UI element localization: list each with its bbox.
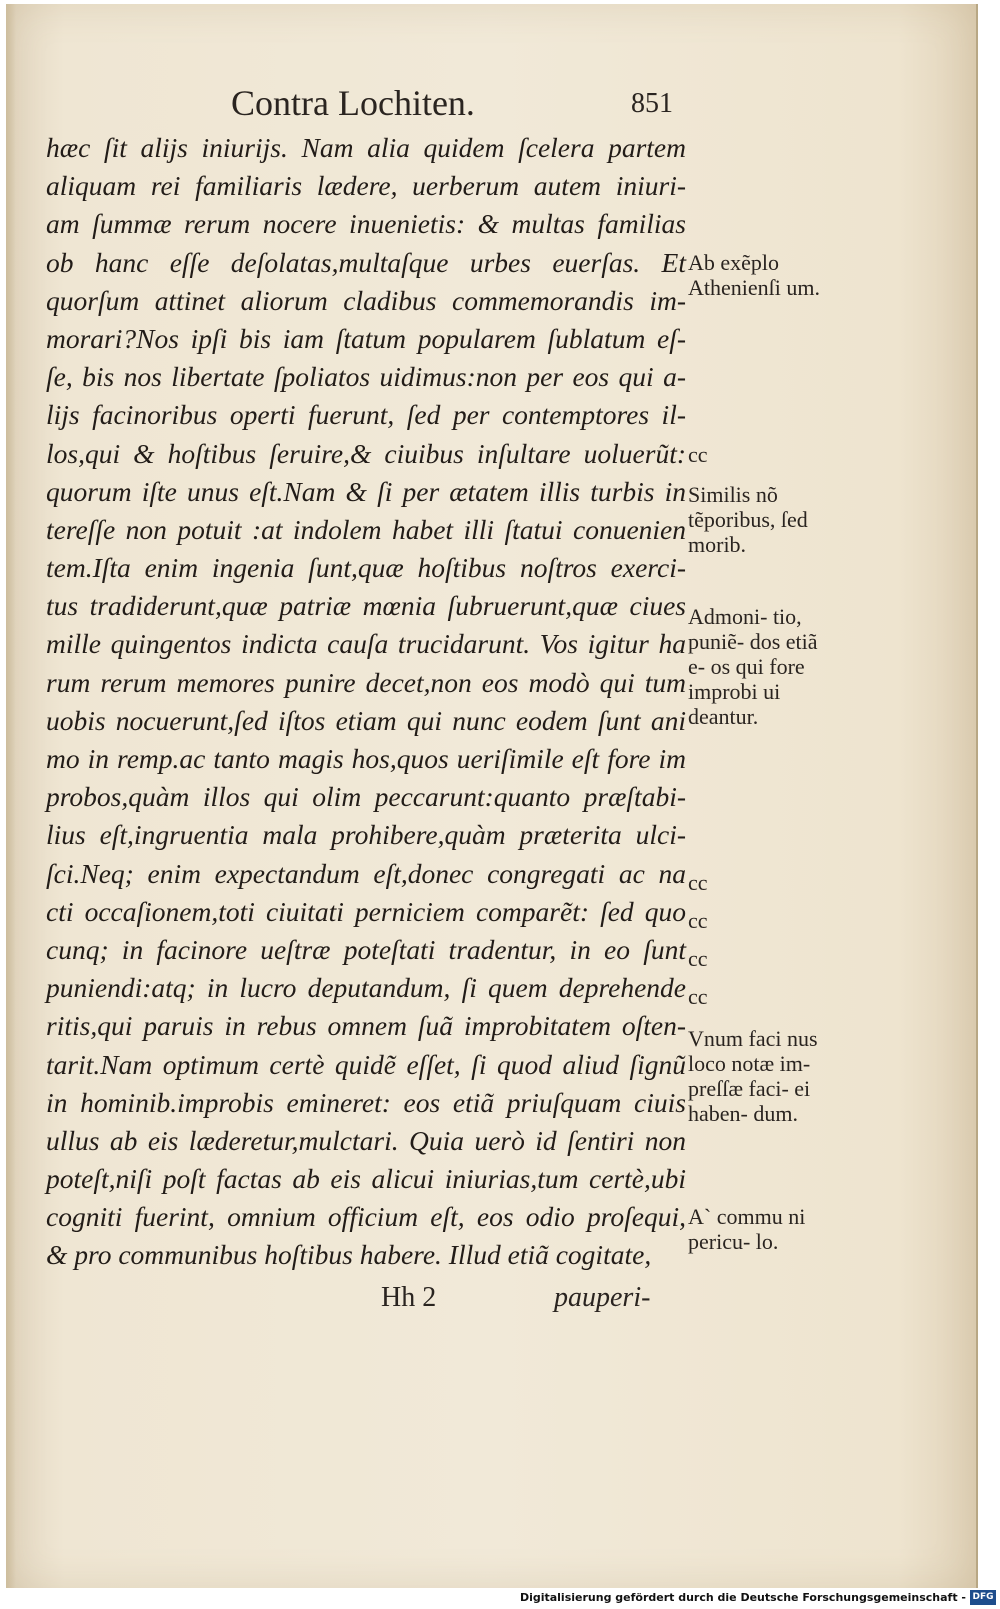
credit-text: Digitalisierung gefördert durch die Deutsche Forschungsgemeinschaft - xyxy=(519,1591,966,1604)
quotation-mark: cc xyxy=(688,984,708,1009)
text-line: los,qui & hoſtibus ſeruire,& ciuibus inſultare uoluerũt: xyxy=(46,437,686,469)
text-line: probos,quàm illos qui olim peccarunt:quanto præſtabi- xyxy=(46,781,686,813)
text-line: quorſum attinet aliorum cladibus commemorandis im- xyxy=(46,284,686,316)
text-line: & pro communibus hoſtibus habere. Illud etiã cogitate, xyxy=(46,1239,652,1271)
text-line: cti occaſionem,toti ciuitati perniciem comparẽt: ſed quo xyxy=(46,895,686,927)
dfg-logo-icon: DFG xyxy=(970,1590,996,1605)
text-line: ſci.Neq; enim expectandum eſt,donec congregati ac na xyxy=(46,857,686,889)
text-line: ſe, bis nos libertate ſpoliatos uidimus:non per eos qui a- xyxy=(46,361,686,393)
running-title: Contra Lochiten. xyxy=(231,83,475,123)
text-line: quorum iſte unus eſt.Nam & ſi per ætatem illis turbis in xyxy=(46,475,686,507)
text-line: ritis,qui paruis in rebus omnem ſuã improbitatem oſten- xyxy=(46,1010,686,1042)
catchword: pauperi- xyxy=(554,1282,651,1313)
text-line: mille quingentos indicta cauſa trucidarunt. Vos igitur ha xyxy=(46,628,686,660)
text-line: hæc ſit alijs iniurijs. Nam alia quidem ſcelera partem xyxy=(46,132,686,163)
book-page xyxy=(6,4,978,1588)
page-gutter-shadow xyxy=(6,4,16,1588)
text-line: tarit.Nam optimum certè quidẽ eſſet, ſi quod aliud ſignũ xyxy=(46,1048,686,1080)
page-footer xyxy=(6,1282,976,1322)
marginal-notes-column xyxy=(688,4,828,1588)
text-line: cunq; in facinore ueſtræ poteſtati tradentur, in eo ſunt xyxy=(46,933,686,965)
main-text-block xyxy=(46,129,686,1275)
text-line: am ſummæ rerum nocere inuenietis: & multas familias xyxy=(46,208,686,240)
quotation-mark: cc xyxy=(688,870,708,895)
text-line: rum rerum memores punire decet,non eos modò qui tum xyxy=(46,666,686,698)
page-number: 851 xyxy=(631,88,673,119)
marginal-note: Similis nõ tẽporibus, ſed morib. xyxy=(688,482,808,557)
text-line: poteſt,niſi poſt factas ab eis alicui iniurias,tum certè,ubi xyxy=(46,1163,686,1195)
text-line: tereſſe non potuit :at indolem habet illi ſtatui conuenien xyxy=(46,513,686,545)
quotation-mark: cc xyxy=(688,442,708,467)
digitization-credit-bar xyxy=(0,1588,1000,1609)
marginal-note: A` commu ni pericu- lo. xyxy=(688,1204,806,1254)
text-line: uobis nocuerunt,ſed iſtos etiam qui nunc eodem ſunt ani xyxy=(46,704,686,736)
text-line: ullus ab eis læderetur,mulctari. Quia uerò id ſentiri non xyxy=(46,1124,686,1156)
text-line: lijs facinoribus operti fuerunt, ſed per contemptores il- xyxy=(46,399,686,431)
text-line: ob hanc eſſe deſolatas,multaſque urbes euerſas. Et xyxy=(46,246,686,278)
text-line: tus tradiderunt,quæ patriæ mœnia ſubruerunt,quæ ciues xyxy=(46,590,686,622)
text-line: lius eſt,ingruentia mala prohibere,quàm præterita ulci- xyxy=(46,819,686,851)
signature-mark: Hh 2 xyxy=(381,1282,437,1313)
text-line: mo in remp.ac tanto magis hos,quos ueriſimile eſt fore im xyxy=(46,743,686,774)
marginal-note: Admoni- tio, puniẽ- dos etiã e- os qui fore improbi ui deantur. xyxy=(688,604,818,729)
marginal-note: Ab exẽplo Athenienſi um. xyxy=(688,250,820,300)
quotation-mark: cc xyxy=(688,946,708,971)
marginal-note: Vnum faci nus loco notæ im- preſſæ faci- ei haben- dum. xyxy=(688,1026,818,1126)
text-line: puniendi:atq; in lucro deputandum, ſi quem deprehende xyxy=(46,972,686,1004)
quotation-mark: cc xyxy=(688,908,708,933)
text-line: morari?Nos ipſi bis iam ſtatum popularem ſublatum eſ- xyxy=(46,322,686,354)
text-line: tem.Iſta enim ingenia ſunt,quæ hoſtibus noſtros exerci- xyxy=(46,552,686,584)
text-line: cogniti fuerint, omnium officium eſt, eos odio proſequi, xyxy=(46,1201,686,1233)
text-line: aliquam rei familiaris lædere, uerberum autem iniuri- xyxy=(46,170,686,202)
running-head xyxy=(6,82,976,132)
text-line: in hominib.improbis emineret: eos etiã priuſquam ciuis xyxy=(46,1086,686,1118)
